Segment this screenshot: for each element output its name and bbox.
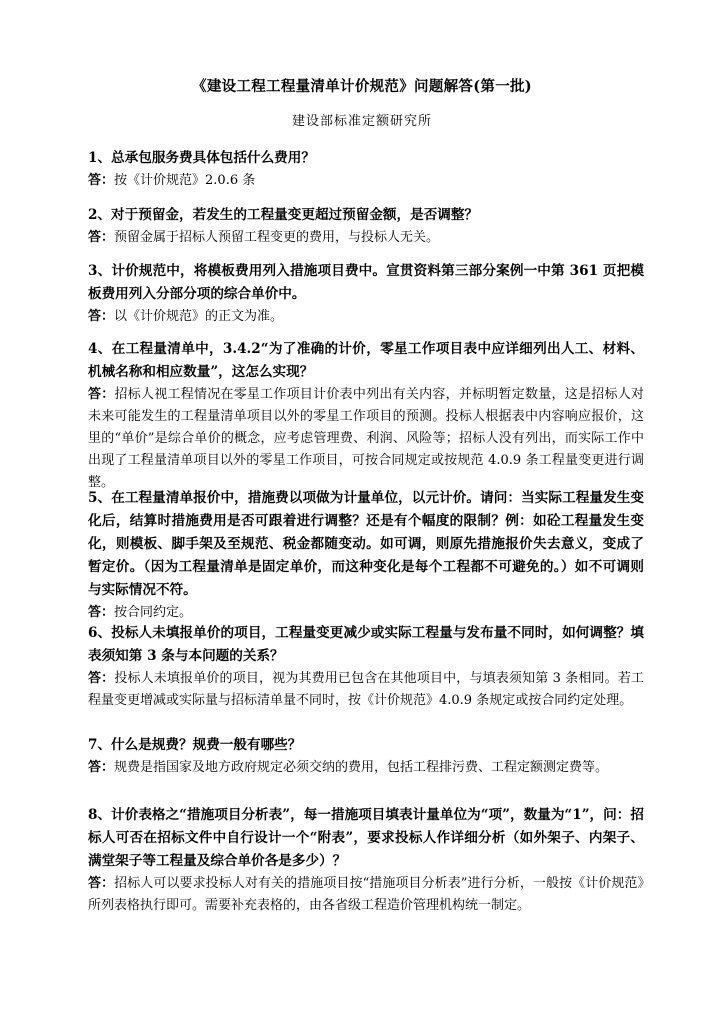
answer-6 — [88, 668, 644, 712]
qa-item-1 — [88, 147, 644, 192]
answer-label: 答： — [88, 605, 115, 620]
answer-7 — [88, 757, 644, 779]
question-2: 2、对于预留金，若发生的工程量变更超过预留金额，是否调整？ — [88, 207, 479, 223]
question-5: 5、在工程量清单报价中，措施费以项做为计量单位，以元计价。请问：当实际工程量发生变化后，结算时措施费用是否可跟着进行调整？还是有个幅度的限制？例：如砼工程量发生变化，则模板、脚手架及至规范、税金都随变动。如可调，则原先措施报价失去意义，变成了暂定价。（因为工程量清单是固定单价，而这种变化是每个工程都不可避免的。）如不可调则与实际情况不符。 — [88, 490, 644, 598]
answer-label: 答： — [88, 760, 115, 775]
question-3: 3、计价规范中，将模板费用列入措施项目费中。宣贯资料第三部分案例一中第 361 页把模板费用列入分部分项的综合单价中。 — [88, 263, 644, 302]
document-author: 建设部标准定额研究所 — [291, 114, 432, 129]
answer-text: 招标人视工程情况在零星工作项目计价表中列出有关内容，并标明暂定数量，这是招标人对未来可能发生的工程量清单项目以外的零星工作项目的预测。投标人根据表中内容响应报价，这里的“单价”是综合单价的概念，应考虑管理费、利润、风险等；招标人没有列出，而实际工作中出现了工程量清单项目以外的零星工作项目，可按合同规定或按规范 4.0.9 条工程量变更进行调整。 — [88, 387, 644, 490]
question-1: 1、总承包服务费具体包括什么费用？ — [88, 150, 315, 166]
answer-8 — [88, 873, 644, 917]
answer-5 — [88, 602, 644, 624]
qa-item-5 — [88, 487, 644, 624]
answer-label: 答： — [88, 671, 115, 686]
answer-3 — [88, 306, 644, 328]
qa-item-8 — [88, 804, 644, 917]
question-6: 6、投标人未填报单价的项目，工程量变更减少或实际工程量与发布量不同时，如何调整？填表须知第 3 条与本问题的关系？ — [88, 625, 644, 664]
question-7: 7、什么是规费？规费一般有哪些？ — [88, 737, 302, 753]
answer-text: 以《计价规范》的正文为准。 — [114, 309, 284, 324]
answer-text: 投标人未填报单价的项目，视为其费用已包含在其他项目中，与填表须知第 3 条相同。若工程量变更增减或实际量与招标清单量不同时，按《计价规范》4.0.9 条规定或按合同约定处理。 — [88, 671, 644, 708]
qa-item-3 — [88, 260, 644, 328]
qa-item-6 — [88, 622, 644, 712]
question-4: 4、在工程量清单中，3.4.2“为了准确的计价，零星工作项目表中应详细列出人工、材料、机械名称和相应数量”，这怎么实现？ — [88, 341, 644, 380]
answer-1 — [88, 170, 644, 192]
answer-label: 答： — [88, 309, 115, 324]
answer-4 — [88, 384, 644, 494]
answer-text: 按《计价规范》2.0.6 条 — [114, 173, 256, 188]
qa-item-4 — [88, 338, 644, 494]
qa-item-2 — [88, 204, 644, 249]
answer-label: 答： — [88, 876, 115, 891]
answer-text: 招标人可以要求投标人对有关的措施项目按“措施项目分析表”进行分析，一般按《计价规范》所列表格执行即可。需要补充表格的，由各省级工程造价管理机构统一制定。 — [88, 876, 644, 913]
answer-2 — [88, 227, 644, 249]
answer-label: 答： — [88, 230, 115, 245]
answer-label: 答： — [88, 387, 115, 402]
answer-text: 规费是指国家及地方政府规定必须交纳的费用，包括工程排污费、工程定额测定费等。 — [114, 760, 609, 775]
qa-item-7 — [88, 734, 644, 779]
answer-label: 答： — [88, 173, 115, 188]
answer-text: 按合同约定。 — [114, 605, 193, 620]
answer-text: 预留金属于招标人预留工程变更的费用，与投标人无关。 — [114, 230, 440, 245]
document-title: 《建设工程工程量清单计价规范》问题解答(第一批) — [192, 78, 532, 95]
question-8: 8、计价表格之“措施项目分析表”，每一措施项目填表计量单位为“项”，数量为“1”，问：招标人可否在招标文件中自行设计一个“附表”，要求投标人作详细分析（如外架子、内架子、满堂架子等工程量及综合单价各是多少）？ — [88, 807, 644, 869]
